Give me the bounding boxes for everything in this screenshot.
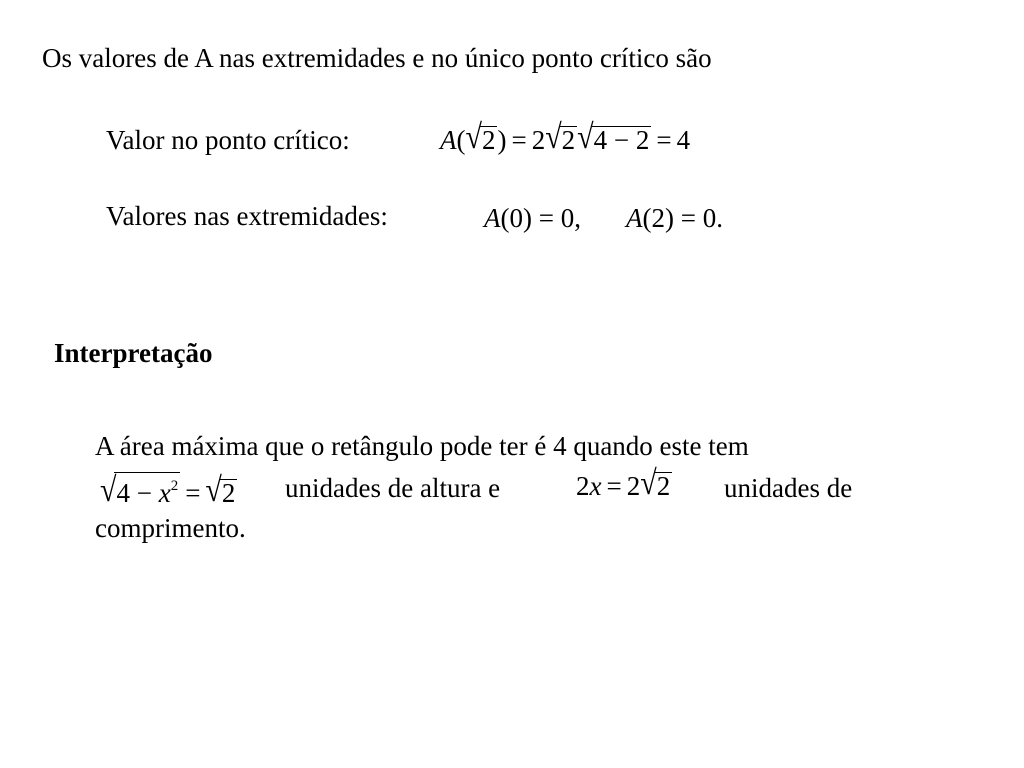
sqrt-radical: [640, 464, 672, 502]
function-symbol: A: [484, 203, 501, 233]
radicand: 2: [481, 125, 496, 155]
radical-sign-icon: √: [545, 118, 562, 156]
coefficient: 2: [626, 471, 641, 501]
equals-sign: =: [656, 125, 672, 155]
equals-sign: =: [185, 478, 201, 508]
formula-rest: (2) = 0.: [642, 203, 723, 233]
endpoint-formula-1: [484, 202, 581, 234]
result-value: 4: [676, 125, 691, 155]
interpretation-heading: Interpretação: [54, 338, 213, 368]
sqrt-radical: [545, 118, 577, 156]
exponent: 2: [170, 478, 179, 494]
interpretation-line-1: A área máxima que o retângulo pode ter é 4 quando este tem: [95, 431, 749, 461]
variable-x: x: [158, 478, 171, 508]
text-height-units: unidades de altura e: [285, 473, 501, 503]
sqrt-radical: [100, 472, 180, 509]
radical-sign-icon: √: [465, 118, 482, 156]
height-formula: [100, 472, 237, 509]
variable-x: x: [589, 471, 602, 501]
radicand: 2: [656, 471, 671, 501]
radicand-prefix: 4 −: [116, 478, 159, 508]
interpretation-line-3: comprimento.: [95, 513, 246, 543]
radicand: 2: [221, 478, 236, 508]
radical-sign-icon: √: [577, 118, 594, 156]
critical-point-label: Valor no ponto crítico:: [106, 125, 350, 155]
radical-sign-icon: √: [205, 471, 222, 509]
width-formula: [576, 464, 672, 502]
intro-text: Os valores de A nas extremidades e no único ponto crítico são: [42, 43, 712, 73]
sqrt-radical: [465, 118, 498, 156]
text-width-units: unidades de: [724, 473, 853, 503]
radical-sign-icon: √: [640, 464, 657, 502]
formula-rest: (0) = 0,: [500, 203, 581, 233]
endpoint-formula-2: [626, 202, 723, 234]
sqrt-radical: [205, 471, 237, 509]
radical-sign-icon: √: [100, 471, 117, 509]
radicand: [114, 472, 180, 506]
close-paren: ): [497, 125, 507, 155]
coefficient: 2: [531, 125, 546, 155]
critical-point-formula: [440, 118, 691, 156]
radicand: 4 − 2: [593, 125, 650, 155]
equals-sign: =: [511, 125, 527, 155]
sqrt-radical: [577, 118, 651, 156]
function-symbol: A: [626, 203, 643, 233]
open-paren: (: [456, 125, 466, 155]
radicand: 2: [561, 125, 576, 155]
coefficient: 2: [576, 471, 590, 501]
equals-sign: =: [606, 471, 622, 501]
endpoints-label: Valores nas extremidades:: [106, 201, 388, 231]
function-symbol: A: [440, 125, 457, 155]
